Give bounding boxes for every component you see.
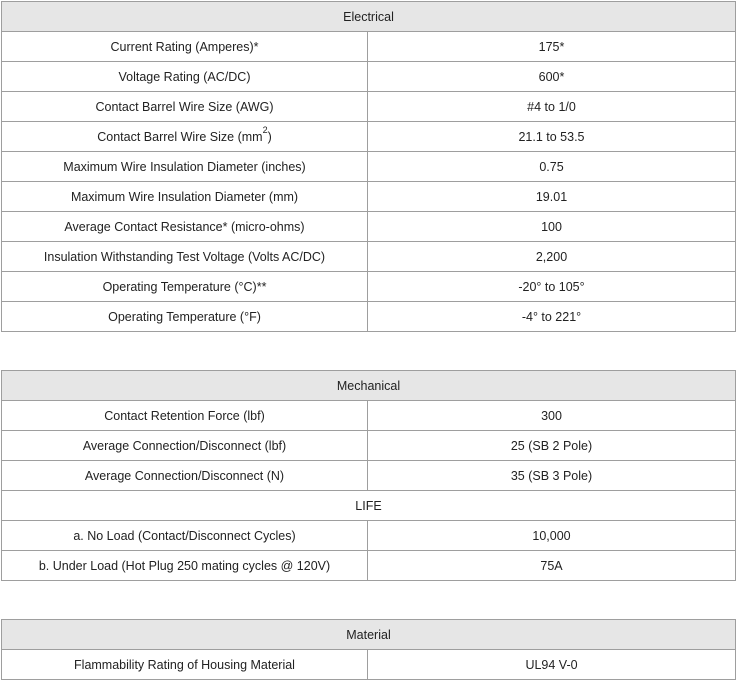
spec-value: -4° to 221°: [368, 302, 736, 332]
spec-label: Average Connection/Disconnect (N): [2, 461, 368, 491]
spec-value: 2,200: [368, 242, 736, 272]
superscript: 2: [262, 125, 268, 136]
table-row: [2, 152, 736, 182]
spec-label: Operating Temperature (°C)**: [2, 272, 368, 302]
section-gap: [0, 332, 736, 370]
spec-label: Operating Temperature (°F): [2, 302, 368, 332]
table-row: [2, 122, 736, 152]
spec-label: [2, 122, 368, 152]
table-row: [2, 62, 736, 92]
spec-value: #4 to 1/0: [368, 92, 736, 122]
spec-value: 21.1 to 53.5: [368, 122, 736, 152]
spec-value: 19.01: [368, 182, 736, 212]
life-header-row: [2, 491, 736, 521]
mechanical-header-row: [2, 371, 736, 401]
material-header: Material: [2, 620, 736, 650]
spec-value: 75A: [368, 551, 736, 581]
spec-label: Flammability Rating of Housing Material: [2, 650, 368, 680]
life-header: LIFE: [2, 491, 736, 521]
spec-label: b. Under Load (Hot Plug 250 mating cycles @ 120V): [2, 551, 368, 581]
table-row: [2, 32, 736, 62]
spec-sheet: [0, 1, 736, 680]
spec-label: Average Contact Resistance* (micro-ohms): [2, 212, 368, 242]
table-row: [2, 92, 736, 122]
table-row: [2, 212, 736, 242]
spec-value: 300: [368, 401, 736, 431]
spec-value: 600*: [368, 62, 736, 92]
spec-value: 25 (SB 2 Pole): [368, 431, 736, 461]
table-row: [2, 461, 736, 491]
table-row: [2, 272, 736, 302]
spec-value: 35 (SB 3 Pole): [368, 461, 736, 491]
spec-label: Current Rating (Amperes)*: [2, 32, 368, 62]
table-row: [2, 242, 736, 272]
table-row: [2, 551, 736, 581]
table-row: [2, 650, 736, 680]
mechanical-table: [1, 370, 736, 581]
table-row: [2, 431, 736, 461]
spec-label: Insulation Withstanding Test Voltage (Volts AC/DC): [2, 242, 368, 272]
spec-label: Voltage Rating (AC/DC): [2, 62, 368, 92]
table-row: [2, 182, 736, 212]
spec-value: 175*: [368, 32, 736, 62]
table-row: [2, 401, 736, 431]
spec-label: Average Connection/Disconnect (lbf): [2, 431, 368, 461]
electrical-table: [1, 1, 736, 332]
spec-label: Contact Retention Force (lbf): [2, 401, 368, 431]
material-header-row: [2, 620, 736, 650]
spec-label: Maximum Wire Insulation Diameter (mm): [2, 182, 368, 212]
section-gap: [0, 581, 736, 619]
spec-label: Maximum Wire Insulation Diameter (inches): [2, 152, 368, 182]
electrical-header: Electrical: [2, 2, 736, 32]
material-table: [1, 619, 736, 680]
spec-value: 10,000: [368, 521, 736, 551]
label-text-end: ): [267, 129, 272, 144]
label-text: Contact Barrel Wire Size (mm: [97, 129, 263, 144]
spec-value: 0.75: [368, 152, 736, 182]
spec-value: 100: [368, 212, 736, 242]
spec-label: a. No Load (Contact/Disconnect Cycles): [2, 521, 368, 551]
spec-label: Contact Barrel Wire Size (AWG): [2, 92, 368, 122]
spec-value: -20° to 105°: [368, 272, 736, 302]
table-row: [2, 302, 736, 332]
electrical-header-row: [2, 2, 736, 32]
spec-value: UL94 V-0: [368, 650, 736, 680]
table-row: [2, 521, 736, 551]
mechanical-header: Mechanical: [2, 371, 736, 401]
